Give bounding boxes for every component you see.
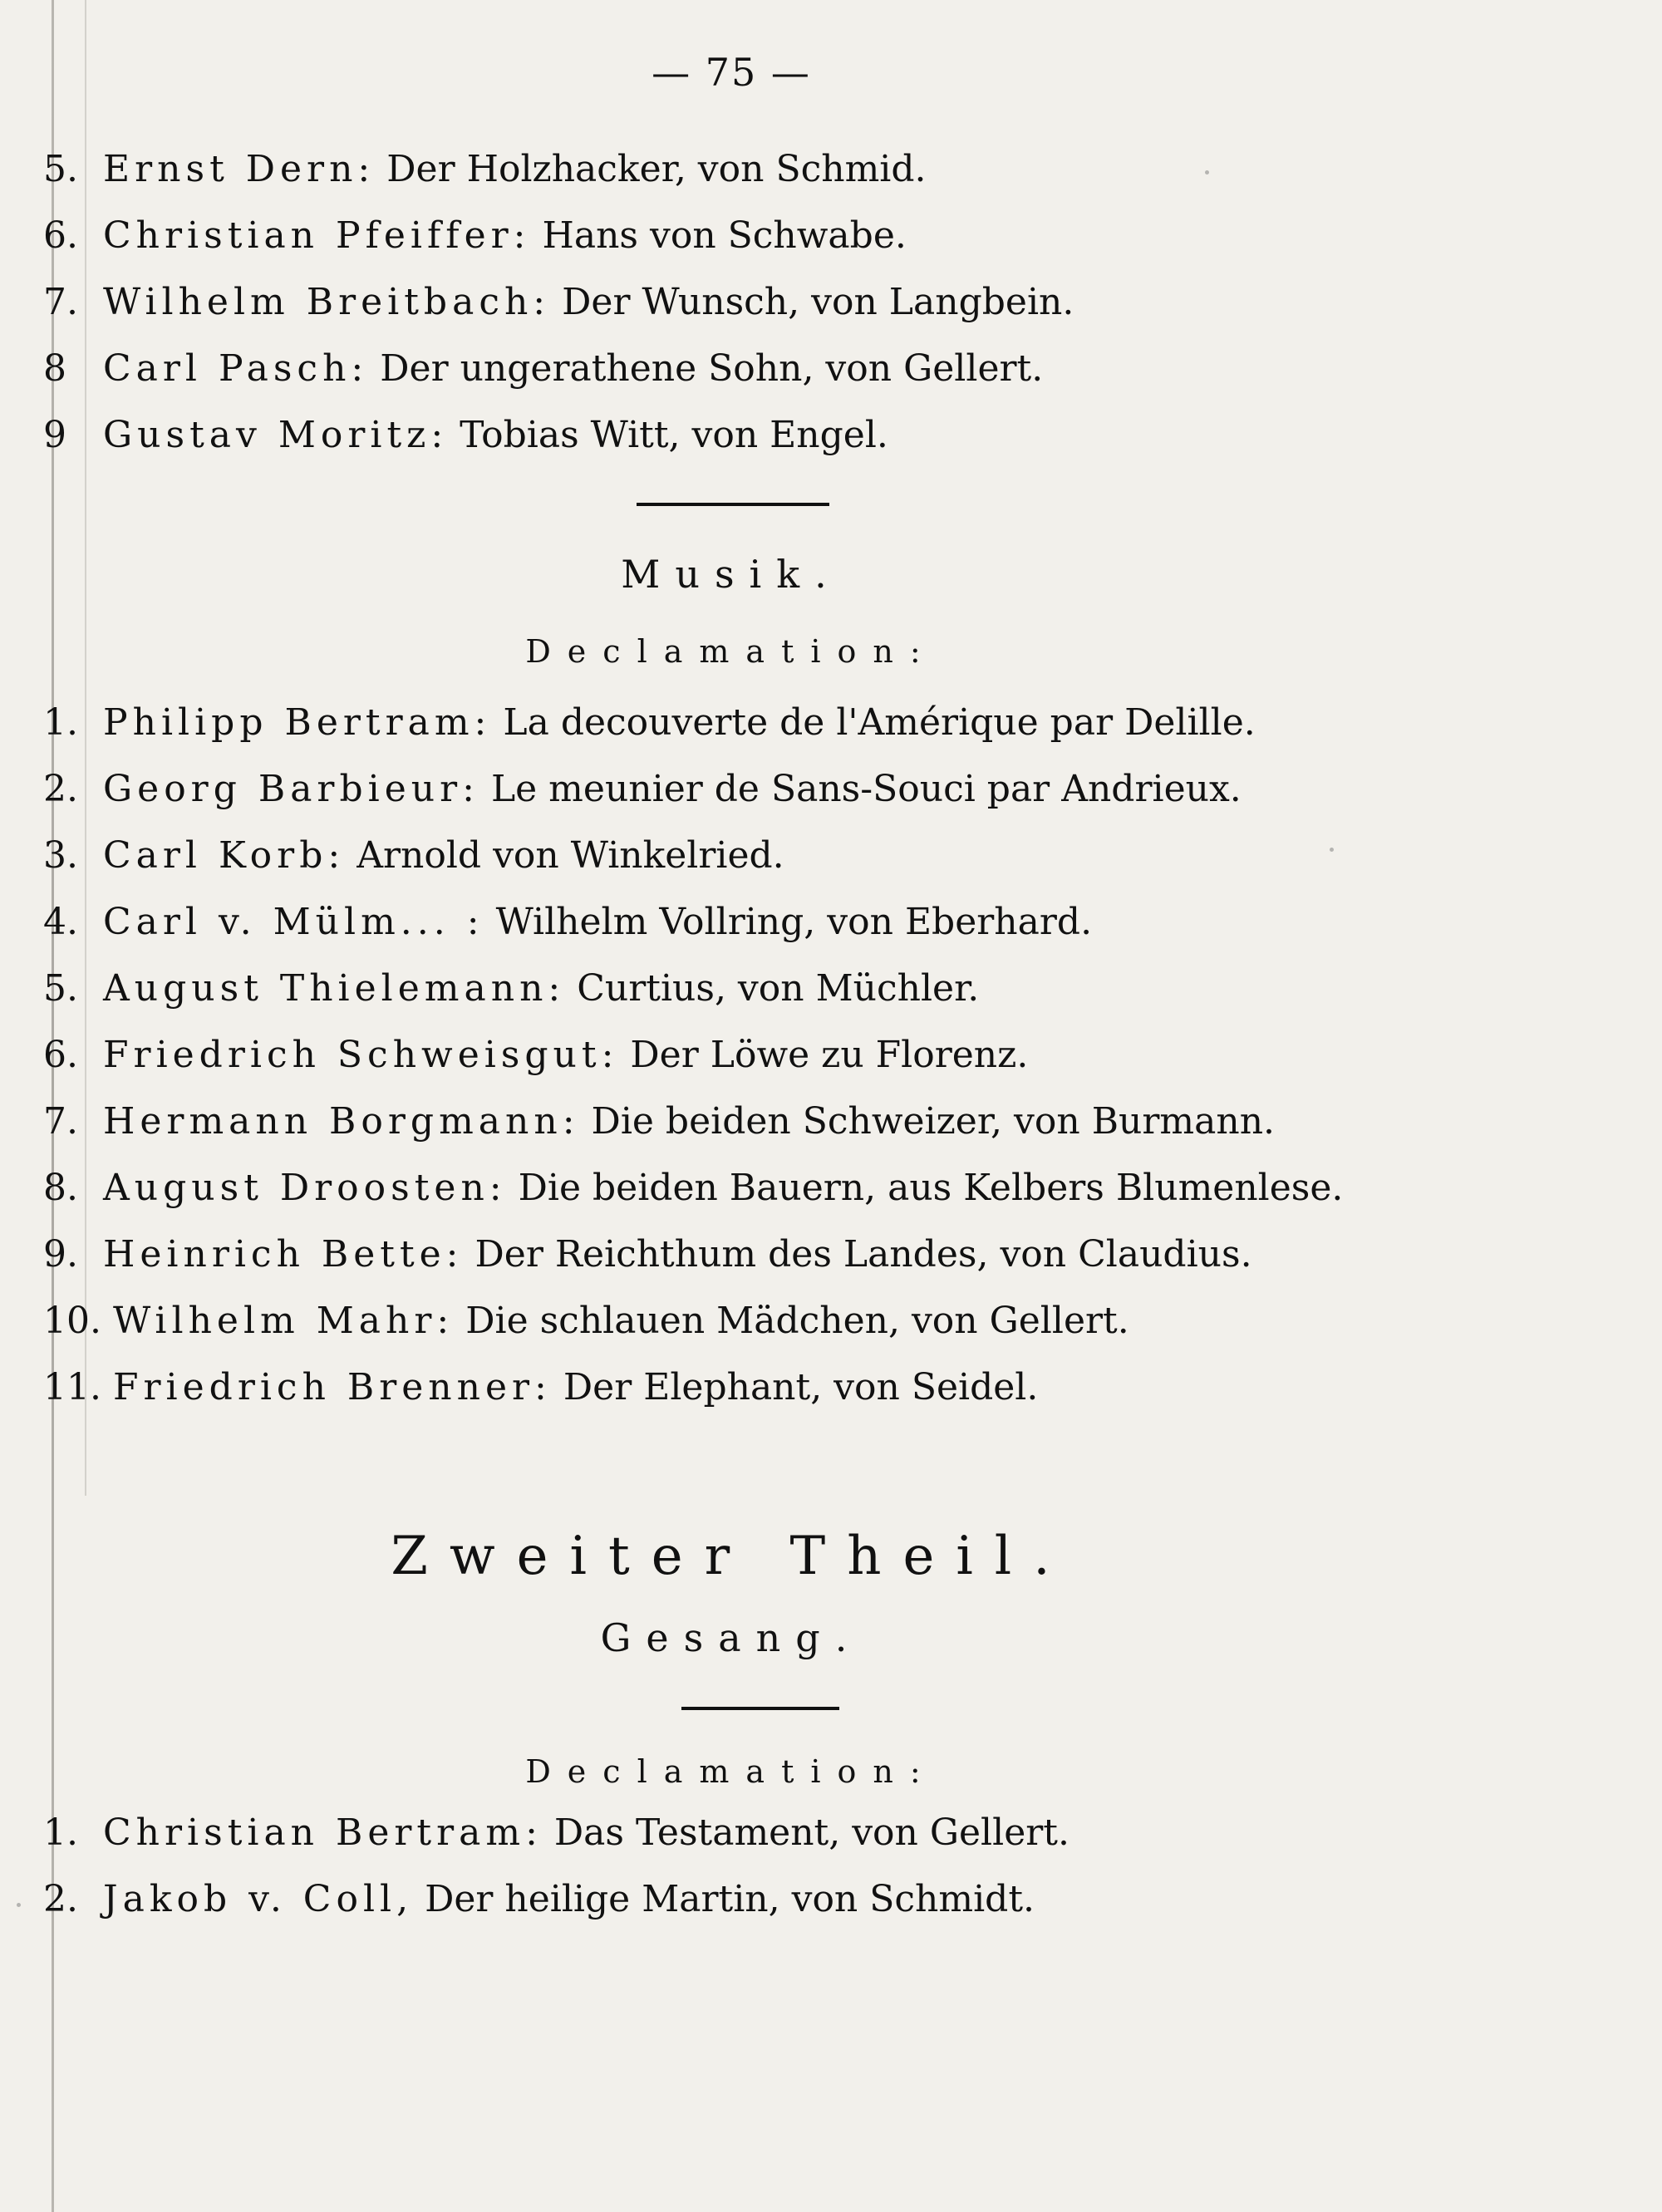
performer-name: Gustav Moritz: bbox=[103, 414, 449, 456]
work-title: Arnold von Winkelried. bbox=[356, 834, 784, 877]
item-number: 2. bbox=[43, 1878, 78, 1920]
work-title: Tobias Witt, von Engel. bbox=[460, 414, 888, 456]
item-number: 4. bbox=[43, 901, 78, 943]
performer-name: Wilhelm Mahr: bbox=[112, 1300, 455, 1342]
list-item bbox=[43, 1034, 1029, 1076]
item-number: 10. bbox=[43, 1300, 101, 1342]
work-title: Der heilige Martin, von Schmidt. bbox=[425, 1878, 1035, 1920]
page-number: — 75 — bbox=[652, 50, 811, 95]
item-number: 6. bbox=[43, 1034, 78, 1076]
work-title: Wilhelm Vollring, von Eberhard. bbox=[495, 901, 1093, 943]
performer-name: Ernst Dern: bbox=[103, 148, 376, 190]
paper-speck bbox=[1330, 848, 1334, 852]
item-number: 7. bbox=[43, 1100, 78, 1143]
section-divider bbox=[637, 503, 829, 506]
performer-name: Hermann Borgmann: bbox=[103, 1100, 580, 1143]
performer-name: Carl Korb: bbox=[103, 834, 346, 877]
list-item bbox=[43, 1811, 1069, 1854]
list-item bbox=[43, 768, 1242, 810]
work-title: Das Testament, von Gellert. bbox=[553, 1811, 1069, 1854]
work-title: Der Elephant, von Seidel. bbox=[563, 1366, 1039, 1408]
performer-name: August Thielemann: bbox=[103, 967, 566, 1010]
list-item bbox=[43, 901, 1093, 943]
section-heading-musik: Musik. bbox=[621, 552, 842, 597]
item-number: 2. bbox=[43, 768, 78, 810]
section-divider bbox=[681, 1707, 839, 1710]
performer-name: August Droosten: bbox=[103, 1167, 507, 1209]
item-number: 1. bbox=[43, 1811, 78, 1854]
list-item bbox=[43, 1300, 1129, 1342]
performer-name: Christian Bertram: bbox=[103, 1811, 543, 1854]
item-number: 9 bbox=[43, 414, 66, 456]
item-number: 8 bbox=[43, 347, 66, 390]
list-item bbox=[43, 347, 1044, 390]
performer-name: Wilhelm Breitbach: bbox=[103, 281, 551, 323]
performer-name: Friedrich Schweisgut: bbox=[103, 1034, 619, 1076]
item-number: 9. bbox=[43, 1233, 78, 1276]
list-item bbox=[43, 148, 927, 190]
performer-name: Carl Pasch: bbox=[103, 347, 369, 390]
work-title: Der Wunsch, von Langbein. bbox=[562, 281, 1074, 323]
list-item bbox=[43, 1366, 1039, 1408]
work-title: Die beiden Bauern, aus Kelbers Blumenlese. bbox=[518, 1167, 1344, 1209]
work-title: Die schlauen Mädchen, von Gellert. bbox=[465, 1300, 1129, 1342]
item-number: 5. bbox=[43, 148, 78, 190]
list-item bbox=[43, 281, 1074, 323]
performer-name: Jakob v. Coll, bbox=[103, 1878, 414, 1920]
work-title: Der Reichthum des Landes, von Claudius. bbox=[475, 1233, 1252, 1276]
item-number: 6. bbox=[43, 214, 78, 257]
list-item bbox=[43, 967, 980, 1010]
performer-name: Christian Pfeiffer: bbox=[103, 214, 531, 257]
work-title: Die beiden Schweizer, von Burmann. bbox=[591, 1100, 1276, 1143]
item-number: 11. bbox=[43, 1366, 101, 1408]
list-item bbox=[43, 1167, 1344, 1209]
declamation-heading: Declamation: bbox=[525, 633, 937, 670]
list-item bbox=[43, 1100, 1276, 1143]
work-title: Curtius, von Müchler. bbox=[577, 967, 980, 1010]
item-number: 5. bbox=[43, 967, 78, 1010]
list-item bbox=[43, 834, 784, 877]
performer-name: Carl v. Mülm... : bbox=[103, 901, 484, 943]
work-title: Der ungerathene Sohn, von Gellert. bbox=[380, 347, 1044, 390]
list-item bbox=[43, 1878, 1035, 1920]
paper-speck bbox=[1205, 170, 1209, 175]
list-item bbox=[43, 701, 1256, 744]
item-number: 8. bbox=[43, 1167, 78, 1209]
work-title: Hans von Schwabe. bbox=[542, 214, 907, 257]
part-heading-zweiter-theil: Zweiter Theil. bbox=[391, 1526, 1072, 1587]
performer-name: Philipp Bertram: bbox=[103, 701, 492, 744]
paper-speck bbox=[17, 1903, 21, 1907]
performer-name: Georg Barbieur: bbox=[103, 768, 479, 810]
list-item bbox=[43, 1233, 1252, 1276]
performer-name: Heinrich Bette: bbox=[103, 1233, 464, 1276]
list-item bbox=[43, 414, 888, 456]
list-item bbox=[43, 214, 907, 257]
item-number: 3. bbox=[43, 834, 78, 877]
item-number: 7. bbox=[43, 281, 78, 323]
work-title: Le meunier de Sans-Souci par Andrieux. bbox=[490, 768, 1242, 810]
work-title: Der Holzhacker, von Schmid. bbox=[386, 148, 927, 190]
item-number: 1. bbox=[43, 701, 78, 744]
declamation-heading: Declamation: bbox=[525, 1753, 937, 1790]
section-heading-gesang: Gesang. bbox=[600, 1615, 863, 1660]
work-title: Der Löwe zu Florenz. bbox=[630, 1034, 1029, 1076]
work-title: La decouverte de l'Amérique par Delille. bbox=[503, 701, 1256, 744]
performer-name: Friedrich Brenner: bbox=[112, 1366, 552, 1408]
